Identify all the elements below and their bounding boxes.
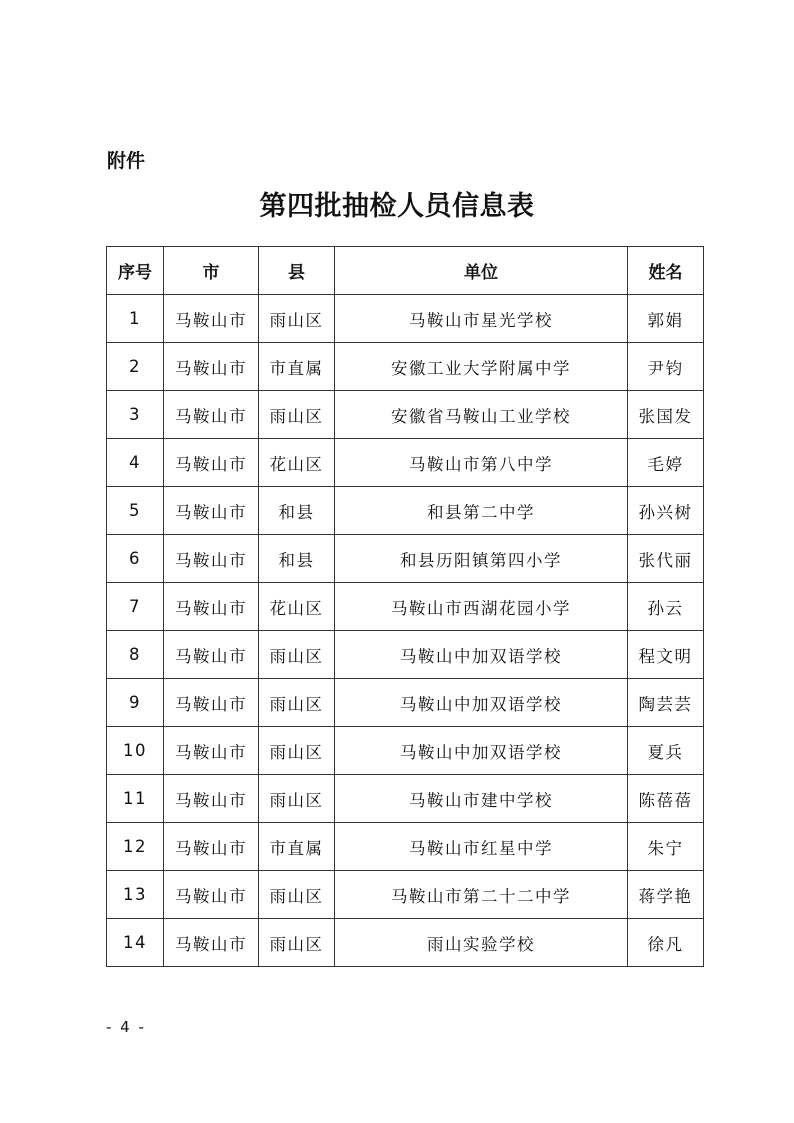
page-number: - 4 - xyxy=(106,1018,146,1036)
cell-county: 雨山区 xyxy=(259,295,335,343)
cell-unit: 马鞍山市红星中学 xyxy=(335,823,628,871)
cell-unit: 马鞍山中加双语学校 xyxy=(335,631,628,679)
cell-city: 马鞍山市 xyxy=(164,823,259,871)
cell-unit: 马鞍山市星光学校 xyxy=(335,295,628,343)
cell-county: 雨山区 xyxy=(259,679,335,727)
cell-county: 雨山区 xyxy=(259,871,335,919)
header-seq: 序号 xyxy=(107,247,164,295)
cell-county: 花山区 xyxy=(259,439,335,487)
cell-county: 市直属 xyxy=(259,823,335,871)
cell-unit: 马鞍山中加双语学校 xyxy=(335,727,628,775)
cell-seq: 13 xyxy=(107,871,164,919)
cell-city: 马鞍山市 xyxy=(164,679,259,727)
cell-seq: 10 xyxy=(107,727,164,775)
cell-name: 陶芸芸 xyxy=(628,679,704,727)
cell-seq: 7 xyxy=(107,583,164,631)
cell-seq: 9 xyxy=(107,679,164,727)
document-title: 第四批抽检人员信息表 xyxy=(259,191,535,222)
cell-name: 郭娟 xyxy=(628,295,704,343)
header-county: 县 xyxy=(259,247,335,295)
cell-name: 孙云 xyxy=(628,583,704,631)
cell-county: 雨山区 xyxy=(259,631,335,679)
cell-unit: 安徽省马鞍山工业学校 xyxy=(335,391,628,439)
table-row xyxy=(107,679,704,727)
cell-county: 花山区 xyxy=(259,583,335,631)
cell-seq: 6 xyxy=(107,535,164,583)
cell-name: 程文明 xyxy=(628,631,704,679)
table-row xyxy=(107,871,704,919)
cell-name: 张国发 xyxy=(628,391,704,439)
cell-unit: 马鞍山市第八中学 xyxy=(335,439,628,487)
cell-county: 和县 xyxy=(259,487,335,535)
cell-county: 和县 xyxy=(259,535,335,583)
cell-seq: 12 xyxy=(107,823,164,871)
table-row xyxy=(107,823,704,871)
cell-seq: 11 xyxy=(107,775,164,823)
cell-seq: 14 xyxy=(107,919,164,967)
cell-name: 尹钧 xyxy=(628,343,704,391)
cell-seq: 3 xyxy=(107,391,164,439)
table-row xyxy=(107,391,704,439)
table-row xyxy=(107,631,704,679)
cell-city: 马鞍山市 xyxy=(164,871,259,919)
cell-name: 蒋学艳 xyxy=(628,871,704,919)
header-city: 市 xyxy=(164,247,259,295)
cell-name: 朱宁 xyxy=(628,823,704,871)
cell-unit: 安徽工业大学附属中学 xyxy=(335,343,628,391)
cell-city: 马鞍山市 xyxy=(164,295,259,343)
cell-unit: 雨山实验学校 xyxy=(335,919,628,967)
cell-city: 马鞍山市 xyxy=(164,919,259,967)
cell-county: 雨山区 xyxy=(259,919,335,967)
cell-county: 市直属 xyxy=(259,343,335,391)
cell-unit: 马鞍山市建中学校 xyxy=(335,775,628,823)
cell-name: 毛婷 xyxy=(628,439,704,487)
cell-seq: 8 xyxy=(107,631,164,679)
table-row xyxy=(107,535,704,583)
cell-name: 徐凡 xyxy=(628,919,704,967)
header-unit: 单位 xyxy=(335,247,628,295)
cell-city: 马鞍山市 xyxy=(164,487,259,535)
attachment-label: 附件 xyxy=(107,150,146,172)
cell-unit: 和县历阳镇第四小学 xyxy=(335,535,628,583)
cell-name: 张代丽 xyxy=(628,535,704,583)
cell-city: 马鞍山市 xyxy=(164,343,259,391)
cell-seq: 1 xyxy=(107,295,164,343)
personnel-table xyxy=(106,246,704,967)
cell-seq: 4 xyxy=(107,439,164,487)
cell-city: 马鞍山市 xyxy=(164,631,259,679)
cell-unit: 马鞍山市西湖花园小学 xyxy=(335,583,628,631)
table-row xyxy=(107,775,704,823)
cell-city: 马鞍山市 xyxy=(164,391,259,439)
table-header-row xyxy=(107,247,704,295)
table-row xyxy=(107,343,704,391)
table-row xyxy=(107,439,704,487)
cell-unit: 马鞍山市第二十二中学 xyxy=(335,871,628,919)
cell-county: 雨山区 xyxy=(259,775,335,823)
cell-name: 陈蓓蓓 xyxy=(628,775,704,823)
cell-name: 孙兴树 xyxy=(628,487,704,535)
cell-city: 马鞍山市 xyxy=(164,727,259,775)
cell-county: 雨山区 xyxy=(259,727,335,775)
cell-city: 马鞍山市 xyxy=(164,535,259,583)
cell-name: 夏兵 xyxy=(628,727,704,775)
cell-city: 马鞍山市 xyxy=(164,775,259,823)
cell-city: 马鞍山市 xyxy=(164,583,259,631)
table-row xyxy=(107,919,704,967)
table-row xyxy=(107,487,704,535)
cell-unit: 和县第二中学 xyxy=(335,487,628,535)
cell-unit: 马鞍山中加双语学校 xyxy=(335,679,628,727)
header-name: 姓名 xyxy=(628,247,704,295)
table-row xyxy=(107,583,704,631)
cell-county: 雨山区 xyxy=(259,391,335,439)
cell-seq: 2 xyxy=(107,343,164,391)
table-row xyxy=(107,295,704,343)
cell-city: 马鞍山市 xyxy=(164,439,259,487)
cell-seq: 5 xyxy=(107,487,164,535)
table-row xyxy=(107,727,704,775)
